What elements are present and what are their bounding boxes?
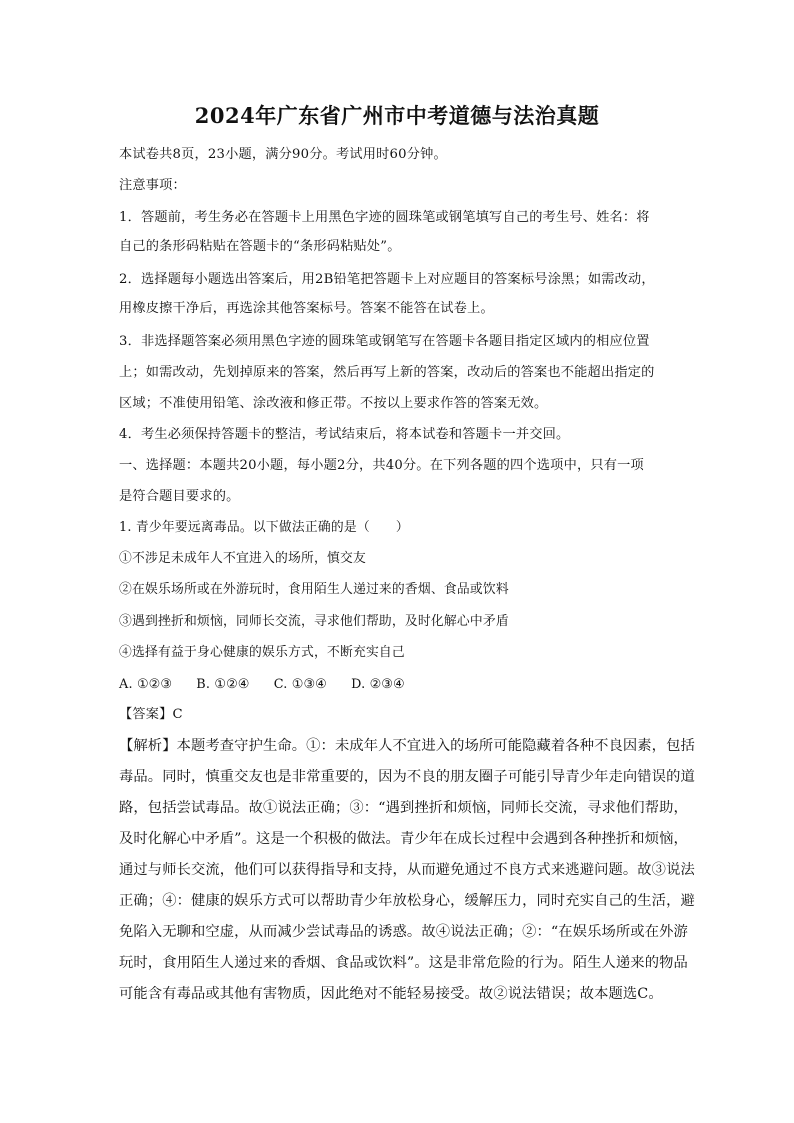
analysis-line: 及时化解心中矛盾”。这是一个积极的做法。青少年在成长过程中会遇到各种挫折和烦恼， (119, 831, 688, 847)
note-line: 2．选择题每小题选出答案后，用2B铅笔把答题卡上对应题目的答案标号涂黑；如需改动， (119, 272, 655, 287)
note-line: 自己的条形码粘贴在答题卡的“条形码粘贴处”。 (119, 239, 401, 254)
exam-intro: 本试卷共8页，23小题，满分90分。考试用时60分钟。 (119, 147, 447, 162)
analysis-line: 路，包括尝试毒品。故①说法正确；③：“遇到挫折和烦恼，同师长交流，寻求他们帮助， (119, 800, 688, 816)
question-item: ②在娱乐场所或在外游玩时，食用陌生人递过来的香烟、食品或饮料 (119, 582, 509, 597)
question-item: ④选择有益于身心健康的娱乐方式，不断充实自己 (119, 645, 405, 660)
analysis-line: 【解析】本题考查守护生命。①：未成年人不宜进入的场所可能隐藏着各种不良因素，包括 (119, 738, 695, 754)
analysis-line: 可能含有毒品或其他有害物质，因此绝对不能轻易接受。故②说法错误；故本题选C。 (119, 986, 663, 1002)
question-stem: 1. 青少年要远离毒品。以下做法正确的是（ ） (119, 520, 409, 535)
option-b: B. ①②④ (196, 677, 250, 692)
note-line: 3．非选择题答案必须用黑色字迹的圆珠笔或钢笔写在答题卡各题目指定区域内的相应位置 (119, 334, 650, 349)
answer-line: 【答案】C (119, 707, 183, 722)
section-heading: 一、选择题：本题共20小题，每小题2分，共40分。在下列各题的四个选项中，只有一项 (119, 458, 644, 473)
question-item: ①不涉足未成年人不宜进入的场所，慎交友 (119, 551, 366, 566)
analysis-line: 正确；④：健康的娱乐方式可以帮助青少年放松身心，缓解压力，同时充实自己的生活，避 (119, 893, 695, 909)
notes-heading: 注意事项： (119, 178, 186, 193)
option-d: D. ②③④ (351, 677, 405, 692)
option-c: C. ①③④ (273, 677, 327, 692)
page-title: 2024年广东省广州市中考道德与法治真题 (194, 103, 600, 128)
note-line: 用橡皮擦干净后，再选涂其他答案标号。答案不能答在试卷上。 (119, 301, 494, 316)
option-a: A. ①②③ (119, 677, 172, 692)
analysis-line: 玩时，食用陌生人递过来的香烟、食品或饮料”。这是非常危险的行为。陌生人递来的物品 (119, 955, 688, 971)
analysis-line: 免陷入无聊和空虚，从而减少尝试毒品的诱惑。故④说法正确；②：“在娱乐场所或在外游 (119, 924, 688, 940)
analysis-line: 通过与师长交流，他们可以获得指导和支持，从而避免通过不良方式来逃避问题。故③说法 (119, 862, 695, 878)
note-line: 区域；不准使用铅笔、涂改液和修正带。不按以上要求作答的答案无效。 (119, 396, 548, 411)
section-heading: 是符合题目要求的。 (119, 489, 240, 504)
note-line: 4．考生必须保持答题卡的整洁，考试结束后，将本试卷和答题卡一并交回。 (119, 427, 570, 442)
answer-options (119, 675, 425, 695)
note-line: 1．答题前，考生务必在答题卡上用黑色字迹的圆珠笔或钢笔填写自己的考生号、姓名：将 (119, 210, 650, 225)
note-line: 上；如需改动，先划掉原来的答案，然后再写上新的答案，改动后的答案也不能超出指定的 (119, 365, 655, 380)
question-item: ③遇到挫折和烦恼，同师长交流，寻求他们帮助，及时化解心中矛盾 (119, 614, 509, 629)
analysis-line: 毒品。同时，慎重交友也是非常重要的，因为不良的朋友圈子可能引导青少年走向错误的道 (119, 769, 695, 785)
